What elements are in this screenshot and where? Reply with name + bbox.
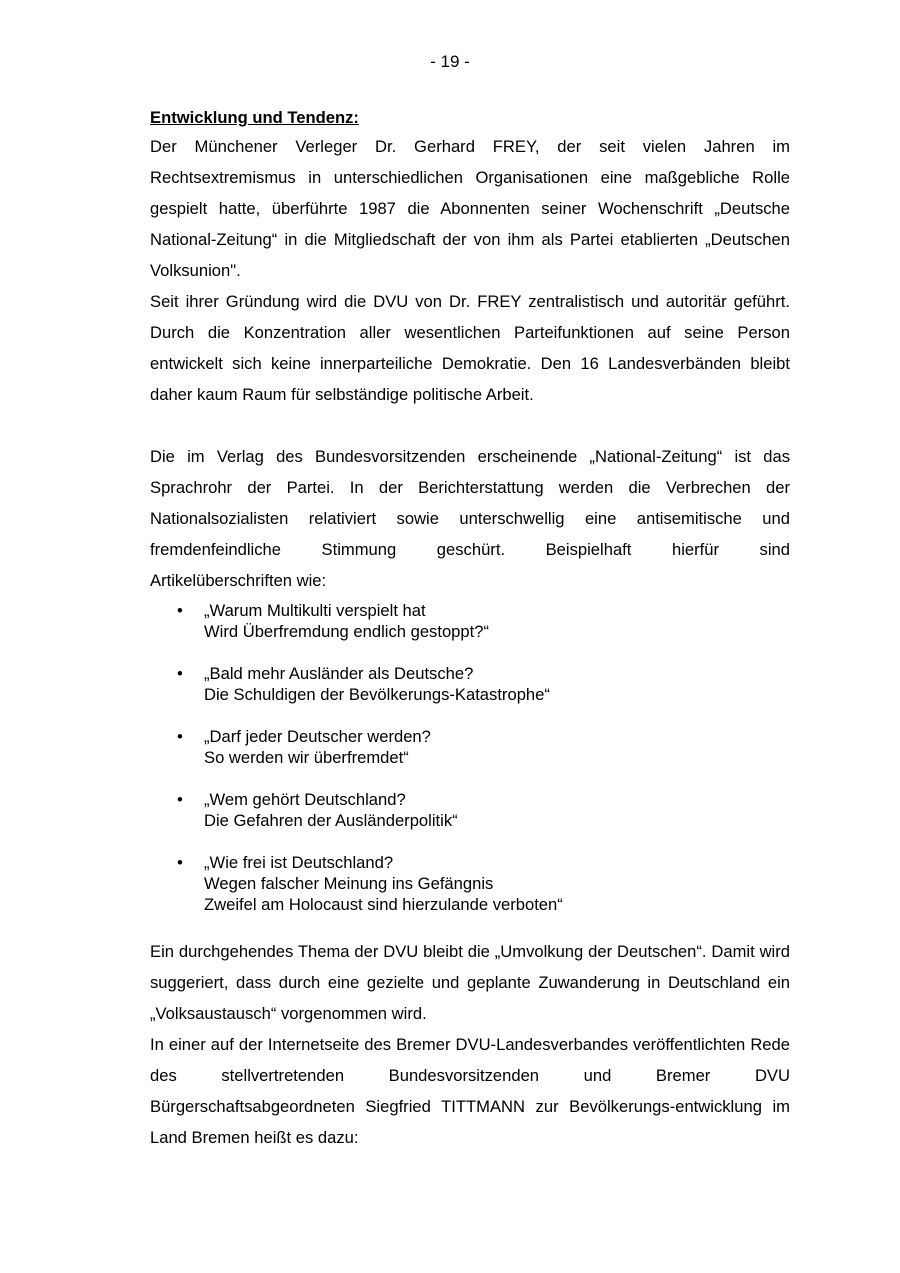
list-item-line: Wird Überfremdung endlich gestoppt?“	[204, 622, 490, 641]
section-heading: Entwicklung und Tendenz:	[150, 108, 359, 127]
list-item-line: „Warum Multikulti verspielt hat	[204, 601, 426, 620]
paragraph-frey-history: Der Münchener Verleger Dr. Gerhard FREY, der seit vielen Jahren im Rechtsextremismus in unterschiedlichen Organisationen eine maßgebliche Rolle gespielt hatte, überführte 1987 die Abonnenten seiner Wochenschrift „Deutsche National-Zeitung“ in die Mitgliedschaft der von ihm als Partei etablierten „Deutschen Volksunion".	[150, 137, 790, 280]
paragraph-tittmann-speech: In einer auf der Internetseite des Bremer DVU-Landesverbandes veröffentlichten Rede des stellvertretenden Bundesvorsitzenden und Bremer DVU Bürgerschaftsabgeordneten Siegfried TITTMANN zur Bevölkerungs-entwicklung im Land Bremen heißt es dazu:	[150, 1035, 790, 1147]
list-item	[150, 852, 790, 915]
paragraph-dvu-structure: Seit ihrer Gründung wird die DVU von Dr. FREY zentralistisch und autoritär geführt. Durch die Konzentration aller wesentlichen Parteifunktionen auf seine Person entwickelt sich keine innerparteiliche Demokratie. Den 16 Landesverbänden bleibt daher kaum Raum für selbständige politische Arbeit.	[150, 292, 790, 404]
list-item	[150, 789, 790, 831]
list-item	[150, 663, 790, 705]
headline-list	[150, 600, 790, 915]
paragraph-umvolkung: Ein durchgehendes Thema der DVU bleibt die „Umvolkung der Deutschen“. Damit wird suggeriert, dass durch eine gezielte und geplante Zuwanderung in Deutschland ein „Volksaustausch“ vorgenommen wird.	[150, 942, 790, 1023]
list-item-line: „Wie frei ist Deutschland?	[204, 853, 394, 872]
list-item	[150, 726, 790, 768]
page-number: - 19 -	[430, 52, 470, 71]
list-item-line: „Wem gehört Deutschland?	[204, 790, 406, 809]
bullet-icon: •	[177, 601, 183, 620]
list-item-line: Die Schuldigen der Bevölkerungs-Katastrophe“	[204, 685, 550, 704]
paragraph-spacer	[150, 410, 790, 441]
bullet-icon: •	[177, 853, 183, 872]
bullet-icon: •	[177, 664, 183, 683]
list-item-line: Die Gefahren der Ausländerpolitik“	[204, 811, 458, 830]
paragraph-national-zeitung: Die im Verlag des Bundesvorsitzenden erscheinende „National-Zeitung“ ist das Sprachrohr der Partei. In der Berichterstattung werden die Verbrechen der Nationalsozialisten relativiert sowie unterschwellig eine antisemitische und fremdenfeindliche Stimmung geschürt. Beispielhaft hierfür sind	[150, 447, 790, 559]
paragraph-headlines-intro: Artikelüberschriften wie:	[150, 571, 327, 590]
list-item-line: „Darf jeder Deutscher werden?	[204, 727, 431, 746]
document-body	[150, 104, 790, 1153]
list-item	[150, 600, 790, 642]
list-item-line: So werden wir überfremdet“	[204, 748, 409, 767]
bullet-icon: •	[177, 727, 183, 746]
list-item-line: Wegen falscher Meinung ins Gefängnis	[204, 874, 494, 893]
bullet-icon: •	[177, 790, 183, 809]
list-item-line: „Bald mehr Ausländer als Deutsche?	[204, 664, 474, 683]
list-item-line: Zweifel am Holocaust sind hierzulande verboten“	[204, 895, 563, 914]
